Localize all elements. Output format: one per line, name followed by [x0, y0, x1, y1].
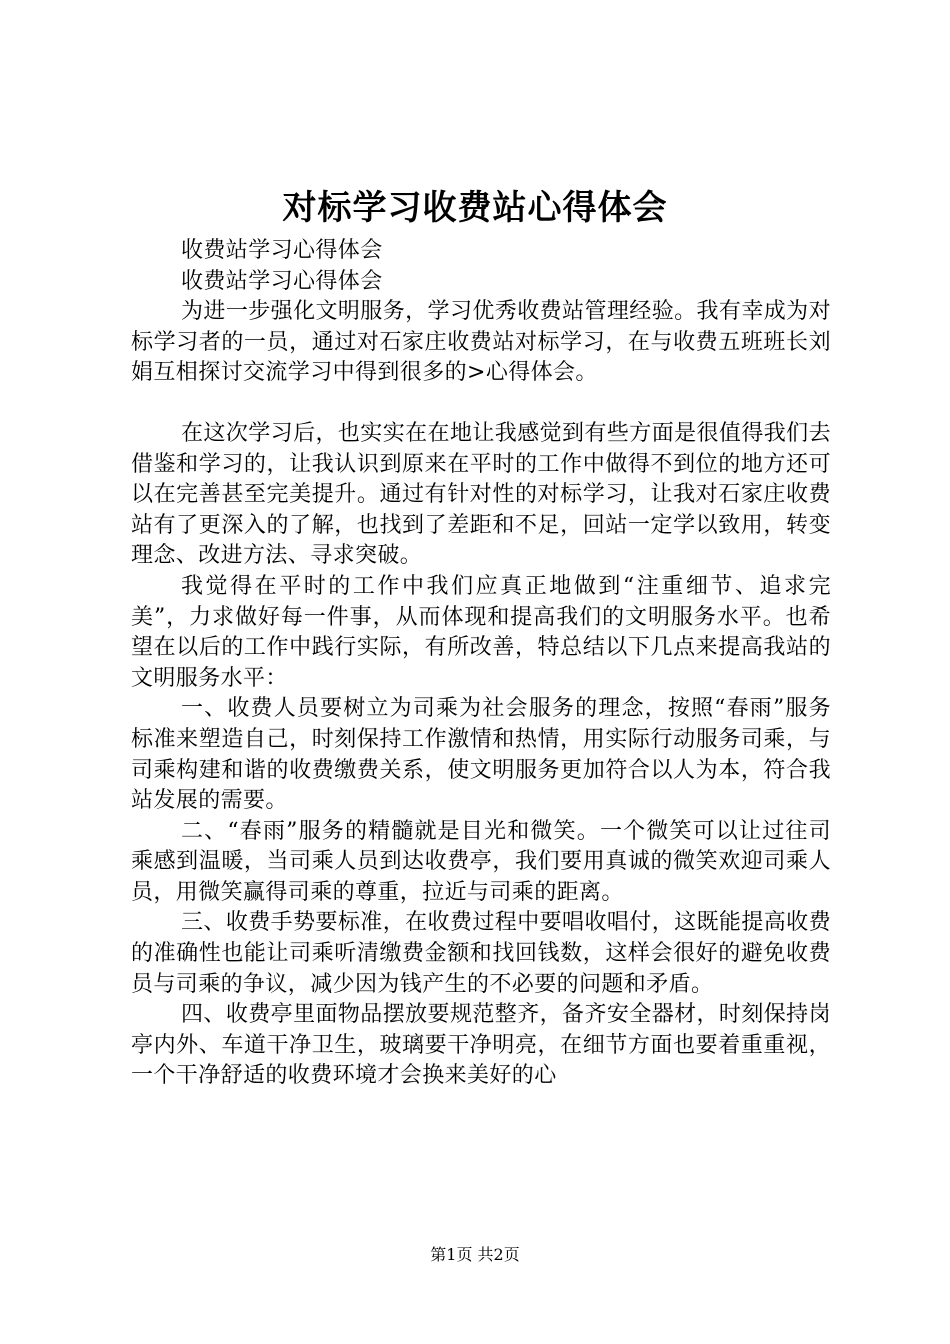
paragraph-point-1: 一、收费人员要树立为司乘为社会服务的理念，按照“春雨”服务标准来塑造自己，时刻保持工作激情和热情，用实际行动服务司乘，与司乘构建和谐的收费缴费关系，使文明服务更加符合以人为本，符合我站发展的需要。	[131, 696, 831, 814]
paragraph-summary-lead: 我觉得在平时的工作中我们应真正地做到“注重细节、追求完美”，力求做好每一件事，从而体现和提高我们的文明服务水平。也希望在以后的工作中践行实际，有所改善，特总结以下几点来提高我站的文明服务水平：	[131, 573, 831, 691]
paragraph-subtitle-2: 收费站学习心得体会	[181, 268, 383, 294]
paragraph-point-2: 二、“春雨”服务的精髓就是目光和微笑。一个微笑可以让过往司乘感到温暖，当司乘人员到达收费亭，我们要用真诚的微笑欢迎司乘人员，用微笑赢得司乘的尊重，拉近与司乘的距离。	[131, 818, 831, 905]
paragraph-point-4: 四、收费亭里面物品摆放要规范整齐，备齐安全器材，时刻保持岗亭内外、车道干净卫生，玻璃要干净明亮，在细节方面也要着重重视，一个干净舒适的收费环境才会换来美好的心	[131, 1002, 831, 1089]
page-number-footer: 第1页 共2页	[430, 1245, 520, 1264]
paragraph-point-3: 三、收费手势要标准，在收费过程中要唱收唱付，这既能提高收费的准确性也能让司乘听清缴费金额和找回钱数，这样会很好的避免收费员与司乘的争议，减少因为钱产生的不必要的问题和矛盾。	[131, 910, 831, 997]
paragraph-intro: 为进一步强化文明服务，学习优秀收费站管理经验。我有幸成为对标学习者的一员，通过对石家庄收费站对标学习，在与收费五班班长刘娟互相探讨交流学习中得到很多的>心得体会。	[131, 299, 831, 386]
document-title: 对标学习收费站心得体会	[282, 188, 668, 228]
document-body	[131, 236, 831, 1092]
paragraph-reflection: 在这次学习后，也实实在在地让我感觉到有些方面是很值得我们去借鉴和学习的，让我认识到原来在平时的工作中做得不到位的地方还可以在完善甚至完美提升。通过有针对性的对标学习，让我对石家庄收费站有了更深入的了解，也找到了差距和不足，回站一定学以致用，转变理念、改进方法、寻求突破。	[131, 420, 831, 569]
paragraph-subtitle-1: 收费站学习心得体会	[181, 238, 383, 263]
